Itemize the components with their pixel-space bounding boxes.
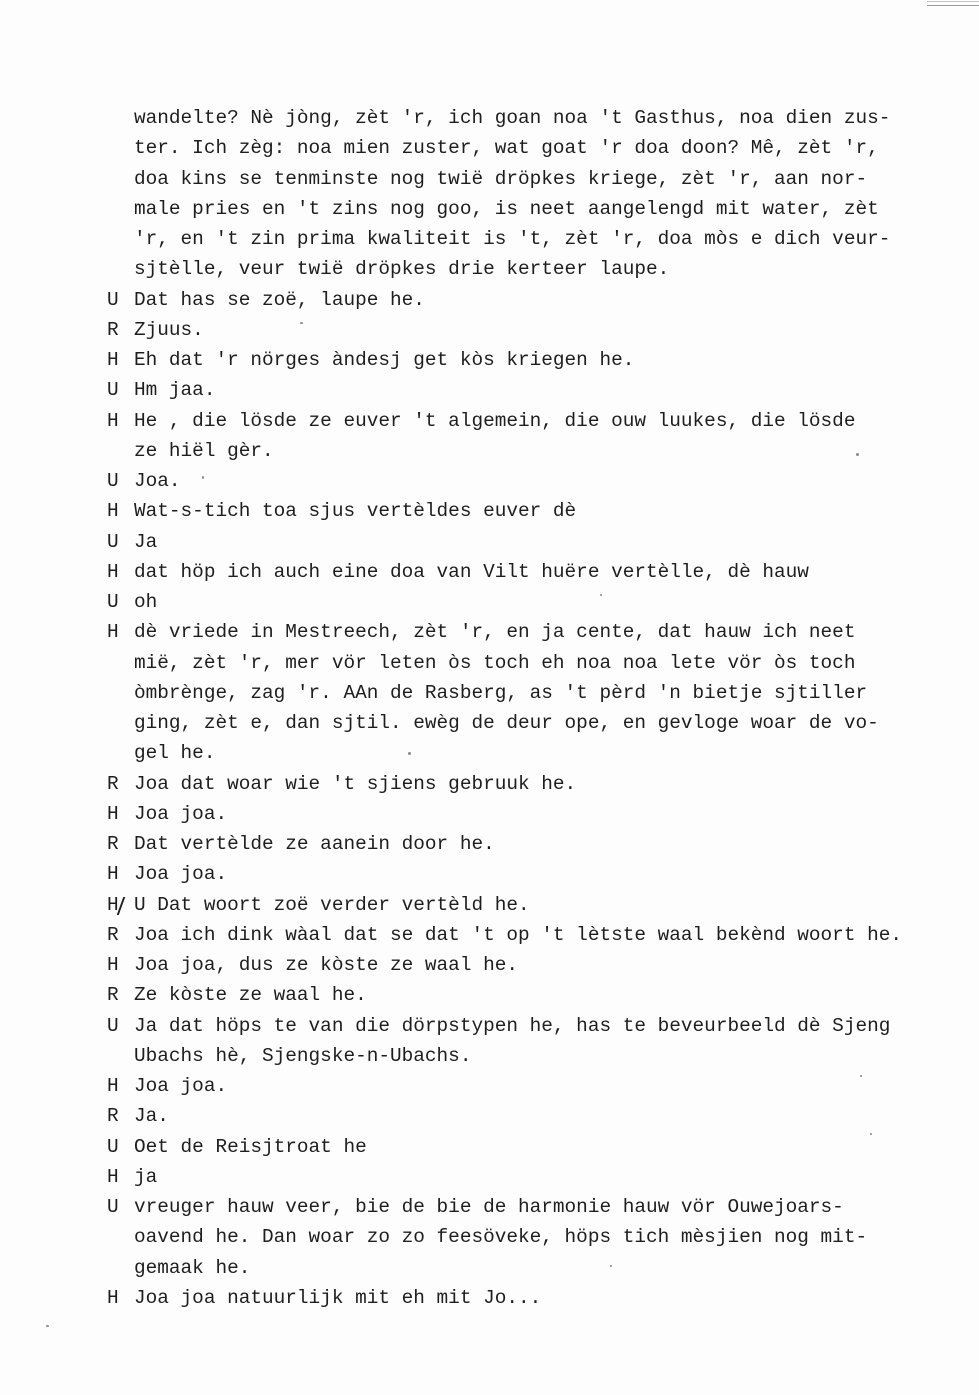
transcript-line — [107, 648, 957, 678]
speaker-label: H — [107, 863, 119, 886]
transcript-line — [107, 1132, 957, 1162]
speaker-label: H — [107, 621, 119, 644]
scan-edge-mark — [927, 5, 979, 6]
line-text: Joa joa. — [134, 863, 228, 886]
speaker-label: U — [107, 288, 119, 311]
line-text: Ja — [134, 530, 158, 553]
transcript-line — [107, 1253, 957, 1283]
line-text: oavend he. Dan woar zo zo feesöveke, höps tich mèsjien nog mit- — [134, 1226, 868, 1249]
line-text: oh — [134, 591, 158, 613]
transcript-line — [107, 1071, 957, 1101]
line-text: ter. Ich zèg: noa mien zuster, wat goat 'r doa doon? Mê, zèt 'r, — [134, 137, 879, 160]
line-text: Hm jaa. — [134, 379, 216, 402]
line-text: Wat-s-tich toa sjus vertèldes euver dè — [134, 500, 577, 523]
line-text: Dat has se zoë, laupe he. — [134, 288, 425, 311]
line-text: Joa joa natuurlijk mit eh mit Jo... — [134, 1286, 542, 1309]
speaker-label: H — [107, 1286, 119, 1309]
scan-speck — [610, 1265, 612, 1267]
speaker-label: R — [107, 833, 119, 855]
line-text: Joa joa, dus ze kòste ze waal he. — [134, 954, 518, 976]
line-text: sjtèlle, veur twië dröpkes drie kerteer laupe. — [134, 258, 670, 281]
speaker-label: U — [107, 470, 119, 492]
speaker-label: U — [107, 1196, 119, 1218]
transcript-line — [107, 617, 957, 647]
line-text: Ja dat höps te van die dörpstypen he, has te beveurbeeld dè Sjeng — [134, 1014, 891, 1037]
transcript-line — [107, 859, 957, 889]
transcript-line — [107, 436, 957, 466]
transcript-line — [107, 890, 957, 920]
line-text: Joa dat woar wie 't sjiens gebruuk he. — [134, 772, 577, 795]
scan-speck — [202, 476, 204, 479]
scan-speck — [46, 1325, 49, 1327]
line-text: wandelte? Nè jòng, zèt 'r, ich goan noa 't Gasthus, noa dien zus- — [134, 107, 891, 129]
line-text: Ze kòste ze waal he. — [134, 984, 367, 1007]
speaker-label: H — [107, 1165, 119, 1188]
scan-speck — [600, 594, 602, 596]
line-text: dat höp ich auch eine doa van Vilt huëre vertèlle, dè hauw — [134, 560, 809, 583]
scan-speck — [870, 1133, 872, 1135]
transcript-line — [107, 315, 957, 345]
line-text: male pries en 't zins nog goo, is neet aangelengd mit water, zèt — [134, 197, 879, 220]
line-text: ze hiël gèr. — [134, 439, 274, 462]
transcript-line — [107, 375, 957, 405]
speaker-label: R — [107, 1105, 119, 1128]
line-text: ja — [134, 1165, 158, 1188]
scan-speck — [408, 752, 411, 755]
transcript-line — [107, 920, 957, 950]
transcript-line — [107, 194, 957, 224]
line-text: vreuger hauw veer, bie de bie de harmonie hauw vör Ouwejoars- — [134, 1196, 844, 1218]
line-text: mië, zèt 'r, mer vör leten òs toch eh noa noa lete vör òs toch — [134, 651, 856, 674]
speaker-label: H — [107, 500, 119, 523]
line-text: gemaak he. — [134, 1256, 251, 1279]
transcript-line — [107, 799, 957, 829]
speaker-label: H — [107, 560, 119, 583]
transcript-line — [107, 708, 957, 738]
transcript-line — [107, 587, 957, 617]
transcript-line — [107, 1011, 957, 1041]
scan-speck — [856, 453, 859, 456]
line-text: Joa ich dink wàal dat se dat 't op 't lètste waal bekènd woort he. — [134, 923, 902, 946]
scan-speck — [300, 322, 303, 324]
transcript-line — [107, 1283, 957, 1313]
transcript-line — [107, 1162, 957, 1192]
transcript-line — [107, 1041, 957, 1071]
speaker-label: H — [107, 349, 119, 371]
transcript-line — [107, 164, 957, 194]
transcript-line — [107, 133, 957, 163]
speaker-label-struck: H — [107, 893, 119, 916]
speaker-label: U — [107, 1135, 119, 1158]
line-text: Joa. — [134, 470, 181, 492]
transcript-line — [107, 224, 957, 254]
line-text: U Dat woort zoë verder vertèld he. — [134, 893, 530, 916]
line-text: Joa joa. — [134, 1075, 228, 1097]
transcript-line — [107, 103, 957, 133]
line-text: Ubachs hè, Sjengske-n-Ubachs. — [134, 1044, 472, 1067]
transcript-body — [107, 103, 957, 1313]
line-text: Zjuus. — [134, 318, 204, 341]
transcript-line — [107, 980, 957, 1010]
transcript-line — [107, 950, 957, 980]
transcript-line — [107, 738, 957, 768]
line-text: Eh dat 'r nörges àndesj get kòs kriegen he. — [134, 349, 635, 371]
transcript-line — [107, 254, 957, 284]
speaker-label: U — [107, 1014, 119, 1037]
transcript-line — [107, 496, 957, 526]
speaker-label: R — [107, 318, 119, 341]
speaker-label: R — [107, 772, 119, 795]
line-text: ging, zèt e, dan sjtil. ewèg de deur ope, en gevloge woar de vo- — [134, 712, 879, 734]
speaker-label: H — [107, 409, 119, 432]
speaker-label: U — [107, 379, 119, 402]
line-text: 'r, en 't zin prima kwaliteit is 't, zèt 'r, doa mòs e dich veur- — [134, 228, 891, 250]
line-text: dè vriede in Mestreech, zèt 'r, en ja cente, dat hauw ich neet — [134, 621, 856, 644]
transcript-line — [107, 345, 957, 375]
line-text: Ja. — [134, 1105, 169, 1128]
transcript-line — [107, 1101, 957, 1131]
speaker-label: U — [107, 591, 119, 613]
transcript-line — [107, 557, 957, 587]
transcript-line — [107, 678, 957, 708]
speaker-label: R — [107, 984, 119, 1007]
line-text: Dat vertèlde ze aanein door he. — [134, 833, 495, 855]
transcript-line — [107, 829, 957, 859]
transcript-line — [107, 1192, 957, 1222]
line-text: Oet de Reisjtroat he — [134, 1135, 367, 1158]
speaker-label: U — [107, 530, 119, 553]
scan-edge-mark — [927, 1, 979, 2]
transcript-line — [107, 285, 957, 315]
line-text: gel he. — [134, 742, 216, 765]
line-text: doa kins se tenminste nog twië dröpkes kriege, zèt 'r, aan nor- — [134, 167, 868, 190]
line-text: òmbrènge, zag 'r. AAn de Rasberg, as 't pèrd 'n bietje sjtiller — [134, 681, 868, 704]
line-text: He , die lösde ze euver 't algemein, die ouw luukes, die lösde — [134, 409, 856, 432]
transcript-line — [107, 1222, 957, 1252]
speaker-label: H — [107, 954, 119, 976]
speaker-label: R — [107, 923, 119, 946]
transcript-line — [107, 466, 957, 496]
transcript-line — [107, 769, 957, 799]
scan-speck — [860, 1075, 862, 1077]
transcript-line — [107, 527, 957, 557]
transcript-line — [107, 406, 957, 436]
line-text: Joa joa. — [134, 802, 228, 825]
speaker-label: H — [107, 802, 119, 825]
speaker-label: H — [107, 1075, 119, 1097]
